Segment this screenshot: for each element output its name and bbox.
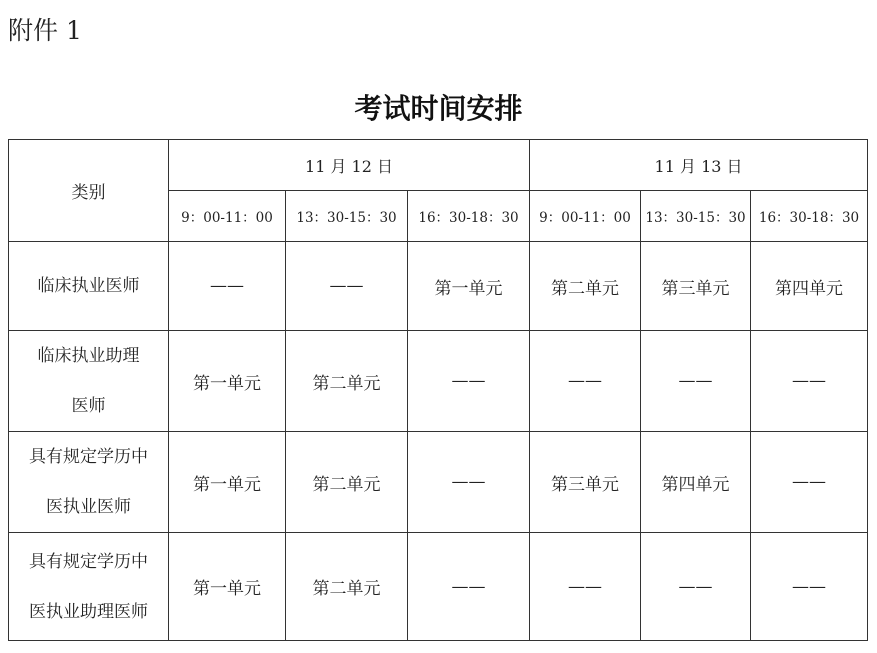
schedule-cell: —— [751,331,868,432]
schedule-cell: 第一单元 [408,242,530,331]
attachment-label: 附件 1 [8,16,82,45]
category-line: 临床执业助理 [37,346,140,366]
document-title: 考试时间安排 [354,92,523,125]
schedule-cell: 第二单元 [286,533,408,641]
time-slot-header: 13：30-15：30 [641,191,751,242]
schedule-cell: 第一单元 [169,533,286,641]
time-slot-header: 16：30-18：30 [408,191,530,242]
schedule-cell: 第二单元 [530,242,641,331]
category-cell [9,432,169,533]
schedule-cell: 第三单元 [530,432,641,533]
category-line: 具有规定学历中 [29,447,148,467]
schedule-cell: —— [408,432,530,533]
schedule-cell: —— [286,242,408,331]
time-slot-header: 16：30-18：30 [751,191,868,242]
schedule-cell: —— [530,533,641,641]
schedule-cell: 第二单元 [286,331,408,432]
schedule-cell: 第四单元 [751,242,868,331]
category-header: 类别 [9,140,169,242]
schedule-cell: 第一单元 [169,331,286,432]
time-slot-header: 9：00-11：00 [169,191,286,242]
category-cell [9,242,169,331]
category-line: 具有规定学历中 [29,551,148,572]
time-slot-header: 9：00-11：00 [530,191,641,242]
exam-schedule-table [8,139,868,641]
schedule-cell: 第四单元 [641,432,751,533]
category-line: 医师 [71,396,106,416]
date-header-day1: 11 月 12 日 [169,140,530,191]
category-cell [9,533,169,641]
schedule-cell: —— [751,533,868,641]
date-header-day2: 11 月 13 日 [530,140,868,191]
table-row [9,432,868,533]
schedule-cell: —— [641,331,751,432]
schedule-cell: 第三单元 [641,242,751,331]
category-line: 医执业医师 [46,497,131,517]
schedule-cell: —— [169,242,286,331]
schedule-cell: —— [530,331,641,432]
schedule-cell: —— [408,331,530,432]
date-header-row [9,140,868,191]
table-row [9,533,868,641]
time-slot-header: 13：30-15：30 [286,191,408,242]
table-row [9,242,868,331]
category-line: 临床执业医师 [37,276,140,296]
schedule-cell: —— [408,533,530,641]
category-cell [9,331,169,432]
schedule-cell: —— [641,533,751,641]
schedule-cell: —— [751,432,868,533]
schedule-cell: 第一单元 [169,432,286,533]
schedule-cell: 第二单元 [286,432,408,533]
table-row [9,331,868,432]
category-line: 医执业助理医师 [29,601,148,622]
